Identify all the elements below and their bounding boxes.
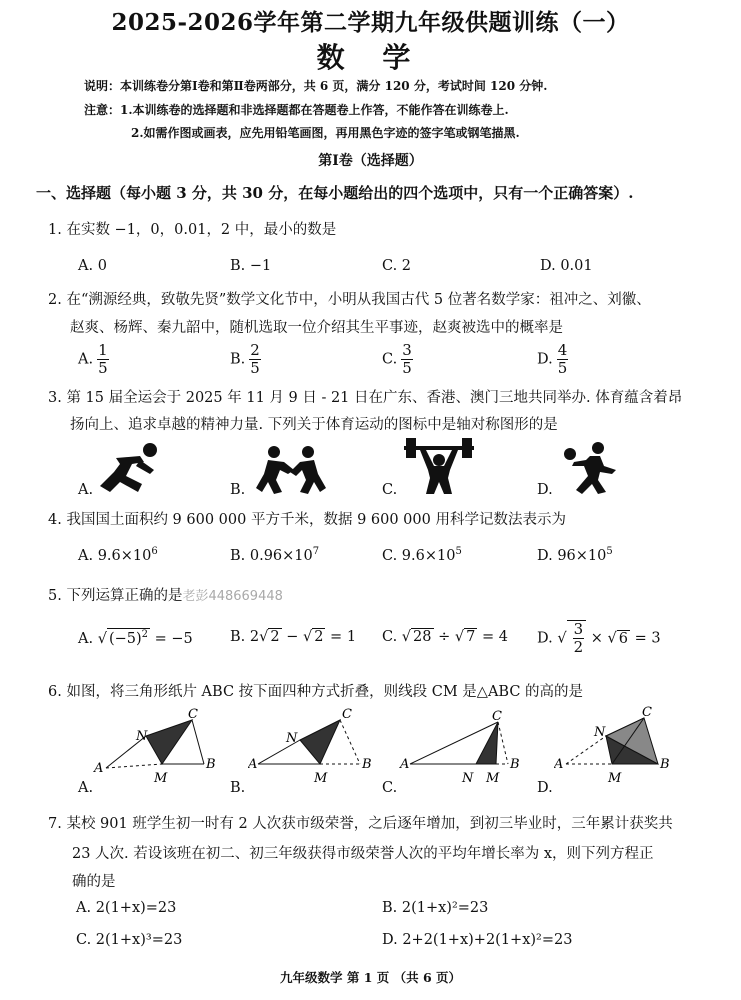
side-cb: [192, 720, 204, 764]
fold-dashed-side: [566, 736, 606, 764]
point-b: B: [660, 757, 670, 772]
fraction: [573, 621, 585, 656]
point-a: A: [400, 757, 410, 772]
folded-triangle: [146, 720, 192, 764]
operator: ÷: [433, 629, 455, 645]
fold-dashed-side: [498, 722, 508, 764]
question-7-option-a: A. 2(1+x)=23: [76, 900, 177, 916]
option-base: 0.96×10: [249, 547, 313, 564]
point-c: C: [188, 707, 198, 722]
point-a: A: [248, 757, 258, 772]
question-5-option-b: B. 2√ 2 − √ 2 = 1: [230, 629, 357, 645]
question-7-stem-line-2: 23 人次. 若设该班在初二、初三年级获得市级荣誉人次的平均年增长率为 x，则下列方程正: [72, 846, 654, 862]
option-base: 9.6×10: [401, 547, 456, 564]
point-m: M: [608, 771, 622, 786]
point-b: B: [362, 757, 372, 772]
radicand: 2: [314, 629, 324, 645]
point-n: N: [462, 771, 474, 786]
question-3-option-a: A.: [78, 482, 94, 498]
question-7-option-d: D. 2+2(1+x)+2(1+x)²=23: [382, 932, 573, 948]
question-2-option-d: [537, 342, 568, 377]
radicand: 2: [270, 629, 280, 645]
option-exponent: 5: [606, 546, 613, 557]
option-rest: = 1: [325, 629, 357, 645]
option-base: 9.6×10: [97, 547, 152, 564]
question-2-stem-line-1: 2. 在“溯源经典，致敬先贤”数学文化节中，小明从我国古代 5 位著名数学家：祖冲之、刘徽、: [48, 292, 651, 308]
option-label: C.: [382, 351, 398, 368]
numerator: 3: [573, 620, 584, 638]
question-5-text: 5. 下列运算正确的是: [48, 588, 183, 604]
option-label: A.: [78, 630, 94, 647]
question-1-stem: 1. 在实数 −1，0，0.01，2 中，最小的数是: [48, 222, 337, 238]
question-4-option-a: [78, 546, 158, 564]
radicand: 6: [618, 630, 628, 647]
option-label: B.: [230, 351, 246, 368]
fold-figure-a: [92, 706, 222, 786]
option-rest: = 4: [477, 629, 508, 645]
option-label: A.: [78, 547, 94, 564]
question-1-option-b: B. −1: [230, 258, 272, 274]
point-c: C: [492, 709, 502, 724]
question-2-stem-line-2: 赵爽、杨辉、秦九韶中，随机选取一位介绍其生平事迹，赵爽被选中的概率是: [70, 320, 563, 336]
numerator: 3: [402, 341, 412, 359]
numerator: 4: [557, 341, 568, 359]
denominator: 5: [402, 359, 412, 377]
option-label: D.: [537, 351, 553, 368]
question-6-option-b: B.: [230, 780, 246, 796]
radicand: 28: [413, 629, 432, 645]
question-4-option-b: [230, 546, 319, 564]
radicand-exponent: 2: [141, 629, 149, 640]
option-label: B.: [230, 547, 246, 564]
question-6-option-c: C.: [382, 780, 398, 796]
question-5-option-d: D. √ $\frac{3}{2}$ × √ 6 = 3: [537, 620, 661, 656]
question-2-option-b: [230, 342, 261, 377]
exam-notice-1: 注意：1.本训练卷的选择题和非选择题都在答题卷上作答，不能作答在训练卷上.: [84, 103, 509, 117]
fraction: [401, 342, 413, 377]
question-5-option-a: A. √ $(-5)^2 = -5$: [78, 629, 193, 647]
page-footer: 九年级数学 第 1 页 （共 6 页）: [279, 970, 461, 985]
question-2-option-a: [78, 342, 109, 377]
denominator: 2: [573, 638, 584, 656]
fraction: [249, 342, 261, 377]
point-n: N: [286, 731, 298, 746]
question-6-option-d: D.: [537, 780, 553, 796]
question-6-stem: 6. 如图，将三角形纸片 ABC 按下面四种方式折叠，则线段 CM 是△ABC 的高的是: [48, 684, 584, 700]
fold-figure-b: [248, 706, 378, 786]
radicand: 7: [466, 629, 476, 645]
numerator: 1: [98, 341, 108, 359]
part-heading: 一、选择题（每小题 3 分，共 30 分，在每小题给出的四个选项中，只有一个正确答案）.: [36, 184, 634, 202]
option-base: 96×10: [557, 547, 607, 564]
denominator: 5: [250, 359, 260, 377]
option-exponent: 5: [455, 546, 462, 557]
point-a: A: [94, 761, 104, 776]
running-icon: [96, 440, 168, 496]
weightlifting-icon: [404, 438, 474, 496]
folded-triangle: [476, 722, 498, 764]
fold-figure-d: [554, 706, 684, 786]
point-m: M: [314, 771, 328, 786]
point-n: N: [594, 725, 606, 740]
fraction: [97, 342, 109, 377]
point-n: N: [136, 729, 148, 744]
watermark-text: 老彭448669448: [182, 589, 283, 604]
option-label: C.: [382, 547, 398, 564]
point-a: A: [554, 757, 564, 772]
radicand: [107, 628, 150, 647]
question-7-stem-line-1: 7. 某校 901 班学生初一时有 2 人次获市级荣誉，之后逐年增加，到初三毕业时，三年累计获奖共: [48, 816, 673, 832]
question-3-stem-line-2: 扬向上、追求卓越的精神力量. 下列关于体育运动的图标中是轴对称图形的是: [70, 417, 558, 433]
option-rest: = 3: [629, 630, 661, 647]
fold-dashed-line: [106, 764, 162, 768]
wrestling-icon: [254, 444, 326, 496]
option-exponent: 6: [151, 546, 158, 557]
option-exponent: 7: [312, 546, 320, 557]
coefficient: 2: [249, 629, 260, 645]
exam-instructions: 说明：本训练卷分第Ⅰ卷和第Ⅱ卷两部分，共 6 页，满分 120 分，考试时间 120 分钟.: [84, 79, 548, 93]
option-label: A.: [78, 351, 94, 368]
point-b: B: [510, 757, 520, 772]
question-3-stem-line-1: 3. 第 15 届全运会于 2025 年 11 月 9 日 - 21 日在广东、香港、澳门三地共同举办. 体育蕴含着昂: [48, 390, 683, 406]
denominator: 5: [98, 359, 108, 377]
point-c: C: [642, 706, 652, 720]
option-label: C.: [382, 629, 398, 645]
question-6-option-a: A.: [78, 780, 94, 796]
denominator: 5: [557, 359, 568, 377]
option-rest: = −5: [150, 630, 193, 647]
question-3-option-d: D.: [537, 482, 553, 498]
fraction: [557, 342, 569, 377]
operator: −: [281, 629, 303, 645]
point-m: M: [154, 771, 168, 786]
exam-notice-2: 2.如需作图或画表，应先用铅笔画图，再用黑色字迹的签字笔或钢笔描黑.: [131, 126, 520, 140]
exam-title: 2025-2026学年第二学期九年级供题训练（一）: [111, 9, 630, 36]
question-7-stem-line-3: 确的是: [72, 874, 116, 890]
section-title: 第Ⅰ卷（选择题）: [318, 153, 423, 169]
question-4-stem: 4. 我国国土面积约 9 600 000 平方千米，数据 9 600 000 用科学记数法表示为: [48, 512, 566, 528]
volleyball-icon: [560, 442, 620, 496]
question-1-option-d: D. 0.01: [540, 258, 593, 274]
numerator: 2: [250, 341, 260, 359]
question-1-option-a: A. 0: [78, 258, 107, 274]
question-7-option-c: C. 2(1+x)³=23: [76, 932, 183, 948]
folded-triangle: [300, 720, 340, 764]
fold-figure-c: [398, 706, 528, 786]
question-4-option-d: [537, 546, 613, 564]
question-5-option-c: C. √ 28 ÷ √ 7 = 4: [382, 629, 508, 645]
question-2-option-c: [382, 342, 413, 377]
option-label: D.: [537, 630, 553, 647]
option-label: D.: [537, 547, 553, 564]
radicand: [567, 620, 587, 656]
question-5-stem: [48, 584, 283, 605]
question-4-option-c: [382, 546, 462, 564]
operator: ×: [586, 630, 608, 647]
question-1-option-c: C. 2: [382, 258, 412, 274]
fold-dashed-side: [340, 720, 360, 764]
question-3-option-b: B.: [230, 482, 246, 498]
question-3-option-c: C.: [382, 482, 398, 498]
point-c: C: [342, 707, 352, 722]
option-label: B.: [230, 629, 246, 645]
radicand-base: (−5): [108, 630, 142, 647]
question-7-option-b: B. 2(1+x)²=23: [382, 900, 489, 916]
subject-title: 数 学: [316, 41, 425, 74]
point-m: M: [486, 771, 500, 786]
point-b: B: [206, 757, 216, 772]
